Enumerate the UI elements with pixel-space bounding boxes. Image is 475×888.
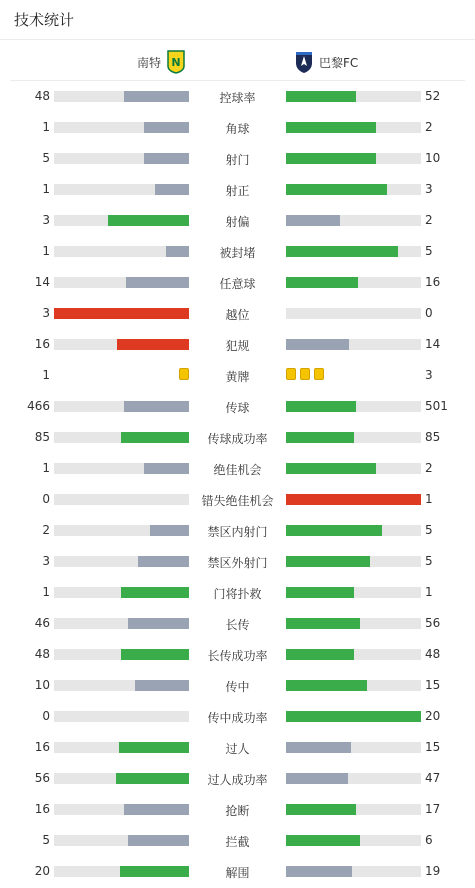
home-team[interactable] [137, 50, 185, 74]
yellow-card-icon [286, 368, 296, 380]
stat-row [0, 701, 475, 732]
stat-label: 角球 [225, 122, 250, 136]
away-stat-bar-fill [286, 401, 356, 412]
home-stat-bar [54, 804, 189, 815]
stat-row [0, 143, 475, 174]
home-stat-bar-fill [117, 339, 189, 350]
home-stat-bar-fill [116, 773, 189, 784]
away-team-name: 巴黎FC [319, 55, 359, 70]
stat-row [0, 546, 475, 577]
home-stat-bar [54, 153, 189, 164]
away-stat-bar-fill [286, 432, 354, 443]
stat-label: 长传 [225, 618, 250, 632]
home-stat-value: 46 [34, 616, 50, 630]
home-stat-bar-fill [120, 866, 189, 877]
home-stat-bar-fill [124, 91, 189, 102]
away-stat-bar [286, 525, 421, 536]
away-stat-bar [286, 866, 421, 877]
away-stat-bar-fill [286, 246, 398, 257]
away-stat-bar-fill [286, 525, 382, 536]
away-stat-value: 3 [425, 182, 433, 196]
stat-row [0, 515, 475, 546]
stat-row [0, 81, 475, 112]
stat-label: 黄牌 [225, 370, 250, 384]
away-stat-bar [286, 680, 421, 691]
away-stat-value: 85 [425, 430, 441, 444]
home-stat-bar [54, 463, 189, 474]
home-stat-bar-fill [126, 277, 189, 288]
section-header [0, 0, 475, 40]
stat-label: 传球 [225, 401, 250, 415]
home-stat-bar [54, 835, 189, 846]
home-stat-bar-fill [135, 680, 189, 691]
away-stat-value: 19 [425, 864, 441, 878]
away-stat-bar [286, 835, 421, 846]
home-stat-value: 48 [34, 647, 50, 661]
away-team-logo-icon [293, 50, 315, 74]
home-stat-bar-fill [128, 835, 189, 846]
home-stat-value: 48 [34, 89, 50, 103]
away-stat-bar [286, 587, 421, 598]
away-stat-bar [286, 246, 421, 257]
away-stat-bar [286, 184, 421, 195]
home-stat-value: 16 [34, 740, 50, 754]
stat-label: 犯规 [225, 339, 250, 353]
away-stat-value: 0 [425, 306, 433, 320]
away-stat-bar-fill [286, 556, 370, 567]
stats-list [0, 81, 475, 887]
stat-row [0, 112, 475, 143]
away-stat-value: 47 [425, 771, 441, 785]
stat-row [0, 236, 475, 267]
stat-label: 越位 [225, 308, 250, 322]
home-stat-value: 1 [42, 461, 50, 475]
away-stat-bar-fill [286, 463, 376, 474]
home-stat-value: 5 [42, 833, 50, 847]
stat-label: 错失绝佳机会 [201, 494, 274, 508]
home-stat-bar [54, 773, 189, 784]
home-stat-bar-fill [144, 122, 189, 133]
stat-label: 禁区内射门 [207, 525, 268, 539]
away-stat-bar [286, 556, 421, 567]
home-stat-bar-fill [121, 649, 189, 660]
away-stat-bar-fill [286, 184, 387, 195]
stat-label: 传中成功率 [207, 711, 268, 725]
home-stat-bar [54, 866, 189, 877]
home-stat-bar [54, 494, 189, 505]
home-stat-bar-fill [54, 308, 189, 319]
home-stat-bar [54, 91, 189, 102]
home-stat-bar [54, 649, 189, 660]
home-stat-bar-fill [121, 587, 189, 598]
away-stat-bar-fill [286, 711, 421, 722]
yellow-card-icon [179, 368, 189, 380]
away-stat-bar [286, 494, 421, 505]
away-stat-value: 2 [425, 461, 433, 475]
stat-label: 射偏 [225, 215, 250, 229]
away-stat-value: 48 [425, 647, 441, 661]
away-stat-value: 6 [425, 833, 433, 847]
away-stat-bar-fill [286, 122, 376, 133]
stat-label: 过人 [225, 742, 250, 756]
home-stat-value: 0 [42, 492, 50, 506]
away-stat-bar [286, 773, 421, 784]
home-stat-value: 1 [42, 120, 50, 134]
stat-row [0, 670, 475, 701]
away-stat-bar-fill [286, 494, 421, 505]
home-stat-bar-fill [108, 215, 189, 226]
away-stat-bar-fill [286, 804, 356, 815]
away-stat-bar [286, 339, 421, 350]
stat-label: 禁区外射门 [207, 556, 268, 570]
svg-text:N: N [171, 56, 181, 69]
away-stat-bar-fill [286, 773, 348, 784]
home-stat-bar [54, 277, 189, 288]
home-stat-bar [54, 122, 189, 133]
home-stat-value: 3 [42, 213, 50, 227]
away-stat-value: 20 [425, 709, 441, 723]
home-stat-bar [54, 184, 189, 195]
home-stat-bar [54, 556, 189, 567]
away-stat-bar-fill [286, 680, 367, 691]
away-stat-bar-fill [286, 835, 360, 846]
away-stat-bar-fill [286, 215, 340, 226]
home-stat-bar-fill [155, 184, 189, 195]
home-stat-bar [54, 525, 189, 536]
home-stat-value: 56 [34, 771, 50, 785]
away-stat-value: 15 [425, 678, 441, 692]
home-stat-bar [54, 432, 189, 443]
away-stat-bar [286, 618, 421, 629]
yellow-card-icon [314, 368, 324, 380]
away-stat-bar [286, 463, 421, 474]
stat-label: 绝佳机会 [213, 463, 262, 477]
home-stat-bar [54, 339, 189, 350]
home-stat-bar-fill [119, 742, 189, 753]
away-stat-bar-fill [286, 277, 358, 288]
home-stat-value: 466 [27, 399, 50, 413]
away-stat-bar [286, 277, 421, 288]
home-stat-value: 5 [42, 151, 50, 165]
away-stat-value: 501 [425, 399, 448, 413]
away-stat-bar-fill [286, 866, 352, 877]
away-stat-value: 14 [425, 337, 441, 351]
home-stat-bar [54, 308, 189, 319]
home-stat-value: 1 [42, 244, 50, 258]
home-stat-value: 1 [42, 182, 50, 196]
stat-row [0, 484, 475, 515]
away-stat-bar [286, 711, 421, 722]
stat-row [0, 639, 475, 670]
away-stat-bar-fill [286, 153, 376, 164]
stat-row [0, 205, 475, 236]
home-stat-value: 14 [34, 275, 50, 289]
home-stat-value: 20 [34, 864, 50, 878]
stat-row [0, 577, 475, 608]
away-stat-bar [286, 308, 421, 319]
away-stat-bar [286, 742, 421, 753]
home-stat-bar [54, 215, 189, 226]
home-stat-bar-fill [138, 556, 189, 567]
stat-row [0, 267, 475, 298]
home-stat-bar-fill [124, 804, 189, 815]
home-team-name: 南特 [137, 55, 162, 70]
home-stat-value: 16 [34, 337, 50, 351]
away-stat-value: 56 [425, 616, 441, 630]
stat-row [0, 825, 475, 856]
stat-row [0, 422, 475, 453]
home-stat-value: 3 [42, 306, 50, 320]
away-stat-bar [286, 804, 421, 815]
away-stat-value: 1 [425, 492, 433, 506]
away-stat-bar [286, 215, 421, 226]
stat-row [0, 763, 475, 794]
stat-label: 长传成功率 [207, 649, 268, 663]
stat-label: 解围 [225, 866, 250, 880]
home-stat-value: 2 [42, 523, 50, 537]
stat-row [0, 360, 475, 391]
away-stat-value: 5 [425, 554, 433, 568]
home-stat-value: 0 [42, 709, 50, 723]
home-stat-value: 16 [34, 802, 50, 816]
away-team[interactable] [293, 50, 358, 74]
stat-label: 控球率 [219, 91, 256, 105]
away-stat-bar [286, 432, 421, 443]
away-stat-bar [286, 401, 421, 412]
stat-row [0, 298, 475, 329]
stat-label: 被封堵 [219, 246, 256, 260]
home-stat-bar-fill [128, 618, 189, 629]
stat-row [0, 732, 475, 763]
stat-label: 传中 [225, 680, 250, 694]
away-stat-value: 2 [425, 120, 433, 134]
yellow-card-icon [300, 368, 310, 380]
stat-label: 传球成功率 [207, 432, 268, 446]
stat-label: 任意球 [219, 277, 256, 291]
stat-row [0, 174, 475, 205]
away-stat-value: 17 [425, 802, 441, 816]
away-stat-bar [286, 153, 421, 164]
stat-label: 过人成功率 [207, 773, 268, 787]
away-stat-bar [286, 122, 421, 133]
away-stat-value: 5 [425, 523, 433, 537]
stat-row [0, 329, 475, 360]
home-stat-value: 3 [42, 554, 50, 568]
home-stat-bar [54, 587, 189, 598]
stat-label: 拦截 [225, 835, 250, 849]
home-yellow-cards [54, 368, 189, 381]
away-stat-value: 3 [425, 368, 433, 382]
stat-row [0, 856, 475, 887]
away-yellow-cards [286, 368, 421, 381]
away-stat-bar [286, 91, 421, 102]
home-stat-bar-fill [144, 153, 189, 164]
home-stat-bar [54, 711, 189, 722]
home-stat-bar [54, 742, 189, 753]
home-stat-bar-fill [150, 525, 189, 536]
away-stat-value: 52 [425, 89, 441, 103]
away-stat-value: 2 [425, 213, 433, 227]
home-stat-bar [54, 680, 189, 691]
away-stat-bar-fill [286, 91, 356, 102]
home-stat-bar [54, 401, 189, 412]
home-stat-value: 1 [42, 368, 50, 382]
away-stat-value: 5 [425, 244, 433, 258]
section-title: 技术统计 [14, 11, 75, 29]
stat-row [0, 453, 475, 484]
home-stat-bar [54, 246, 189, 257]
stat-row [0, 391, 475, 422]
away-stat-value: 16 [425, 275, 441, 289]
away-stat-bar-fill [286, 742, 351, 753]
away-stat-bar [286, 649, 421, 660]
away-stat-bar-fill [286, 618, 360, 629]
home-stat-value: 10 [34, 678, 50, 692]
home-stat-value: 85 [34, 430, 50, 444]
home-stat-bar-fill [124, 401, 189, 412]
away-stat-value: 10 [425, 151, 441, 165]
stat-label: 门将扑救 [213, 587, 262, 601]
away-stat-bar-fill [286, 339, 349, 350]
stat-row [0, 794, 475, 825]
home-stat-bar-fill [166, 246, 189, 257]
away-stat-value: 15 [425, 740, 441, 754]
home-stat-value: 1 [42, 585, 50, 599]
home-stat-bar-fill [121, 432, 189, 443]
away-stat-bar-fill [286, 587, 354, 598]
stat-row [0, 608, 475, 639]
away-stat-value: 1 [425, 585, 433, 599]
away-stat-bar-fill [286, 649, 354, 660]
stat-label: 射正 [225, 184, 250, 198]
stat-label: 射门 [225, 153, 250, 167]
teams-header [10, 40, 465, 81]
home-stat-bar [54, 618, 189, 629]
home-team-logo-icon [167, 50, 185, 74]
home-stat-bar-fill [144, 463, 189, 474]
stat-label: 抢断 [225, 804, 250, 818]
